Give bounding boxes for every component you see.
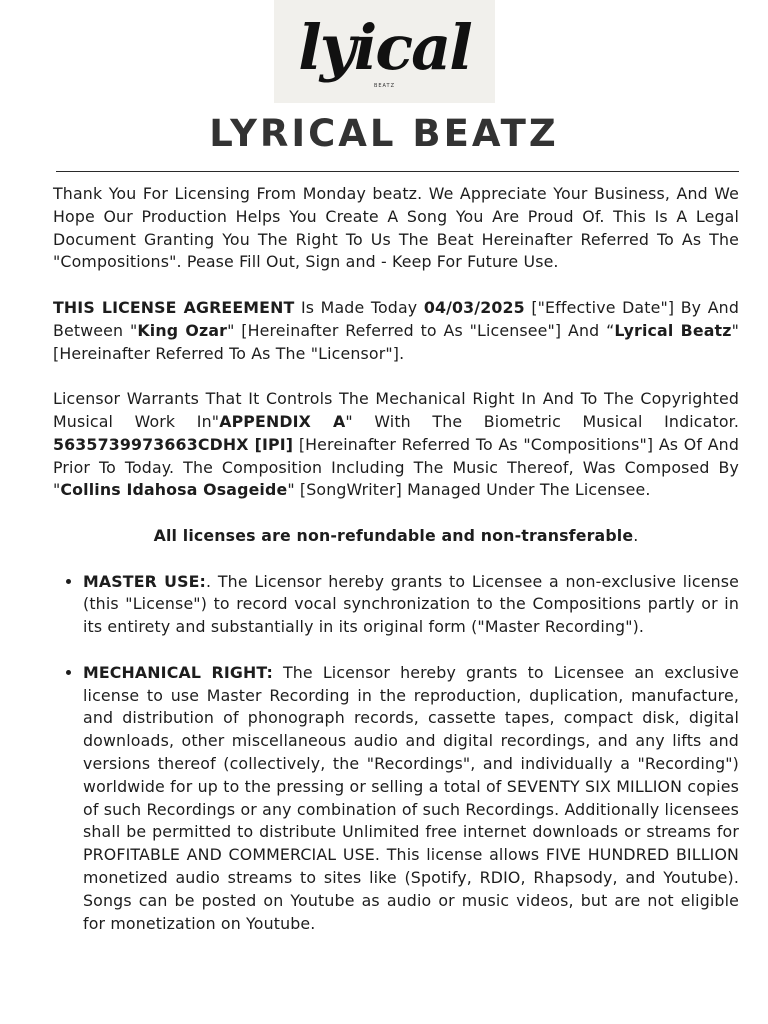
- title-divider: [56, 171, 739, 172]
- warrant-text-1: Licensor Warrants That It Controls The Mechanical Right In And To The Copyrighted Musical Work In": [53, 389, 739, 431]
- intro-paragraph: Thank You For Licensing From Monday beatz. We Appreciate Your Business, And We Hope Our Production Helps You Create A Song You Are Proud Of. This Is A Legal Document Granting You The Right To Us The Beat Hereinafter Referred To As The "Compositions". Pease Fill Out, Sign and - Keep For Future Use.: [53, 184, 739, 272]
- refund-notice: [53, 525, 739, 548]
- logo-subtext: BEATZ: [373, 82, 396, 89]
- clause-text: The Licensor hereby grants to Licensee an exclusive license to use Master Recording in the reproduction, duplication, manufacture, and distribution of phonograph records, cassette tapes, compact disk, digital downloads, other miscellaneous audio and digital recordings, and any lifts and versions thereof (collectively, the "Recordings", and individually a "Recording") worldwide for up to the pressing or selling a total of SEVENTY SIX MILLION copies of such Recordings or any combination of such Recordings. Additionally licensees shall be permitted to distribute Unlimited free internet downloads or streams for PROFITABLE AND COMMERCIAL USE. This license allows FIVE HUNDRED BILLION monetized audio streams to sites like (Spotify, RDIO, Rhapsody, and Youtube). Songs can be posted on Youtube as audio or music videos, but are not eligible for monetization on Youtube.: [83, 662, 739, 933]
- clause-master-use: [83, 571, 739, 639]
- licensor-name: Lyrical Beatz: [614, 320, 732, 340]
- warrant-text-2: " With The Biometric Musical Indicator.: [345, 411, 739, 431]
- composer-name: Collins Idahosa Osageide: [60, 480, 288, 500]
- licensee-name: King Ozar: [137, 320, 228, 340]
- appendix-ref: APPENDIX A: [219, 411, 346, 431]
- document-title: LYRICAL BEATZ: [209, 112, 559, 155]
- agreement-text-4: " [Hereinafter Referred To As The "Licensor"].: [53, 320, 739, 363]
- warrant-text-4: " [SongWriter] Managed Under The Licensee.: [287, 480, 651, 500]
- logo-wordmark: lyical: [298, 10, 471, 84]
- clause-list: [53, 571, 739, 936]
- brand-logo: [274, 0, 495, 103]
- clause-heading: MECHANICAL RIGHT:: [83, 662, 273, 682]
- effective-date: 04/03/2025: [423, 297, 525, 317]
- ipi-code: 5635739973663CDHX [IPI]: [53, 434, 294, 454]
- agreement-text-3: " [Hereinafter Referred to As "Licensee"] And “: [227, 320, 615, 340]
- agreement-text-2: ["Effective Date"] By And Between ": [53, 297, 739, 340]
- clause-mechanical-right: [83, 662, 739, 936]
- clause-heading: MASTER USE:: [83, 571, 207, 591]
- agreement-text-1: Is Made Today: [294, 297, 424, 317]
- document-body: [53, 183, 739, 958]
- agreement-lead: THIS LICENSE AGREEMENT: [53, 297, 295, 317]
- warrant-text-3: [Hereinafter Referred To As "Compositions"] As Of And Prior To Today. The Composition Including The Music Thereof, Was Composed By ": [53, 434, 740, 500]
- refund-notice-end: .: [633, 525, 639, 545]
- refund-notice-bold: All licenses are non-refundable and non-transferable: [153, 525, 634, 545]
- clause-text: . The Licensor hereby grants to Licensee a non-exclusive license (this "License") to record vocal synchronization to the Compositions partly or in its entirety and substantially in its original form ("Master Recording").: [83, 571, 740, 637]
- warrant-paragraph: [53, 388, 739, 502]
- agreement-paragraph: [53, 297, 739, 365]
